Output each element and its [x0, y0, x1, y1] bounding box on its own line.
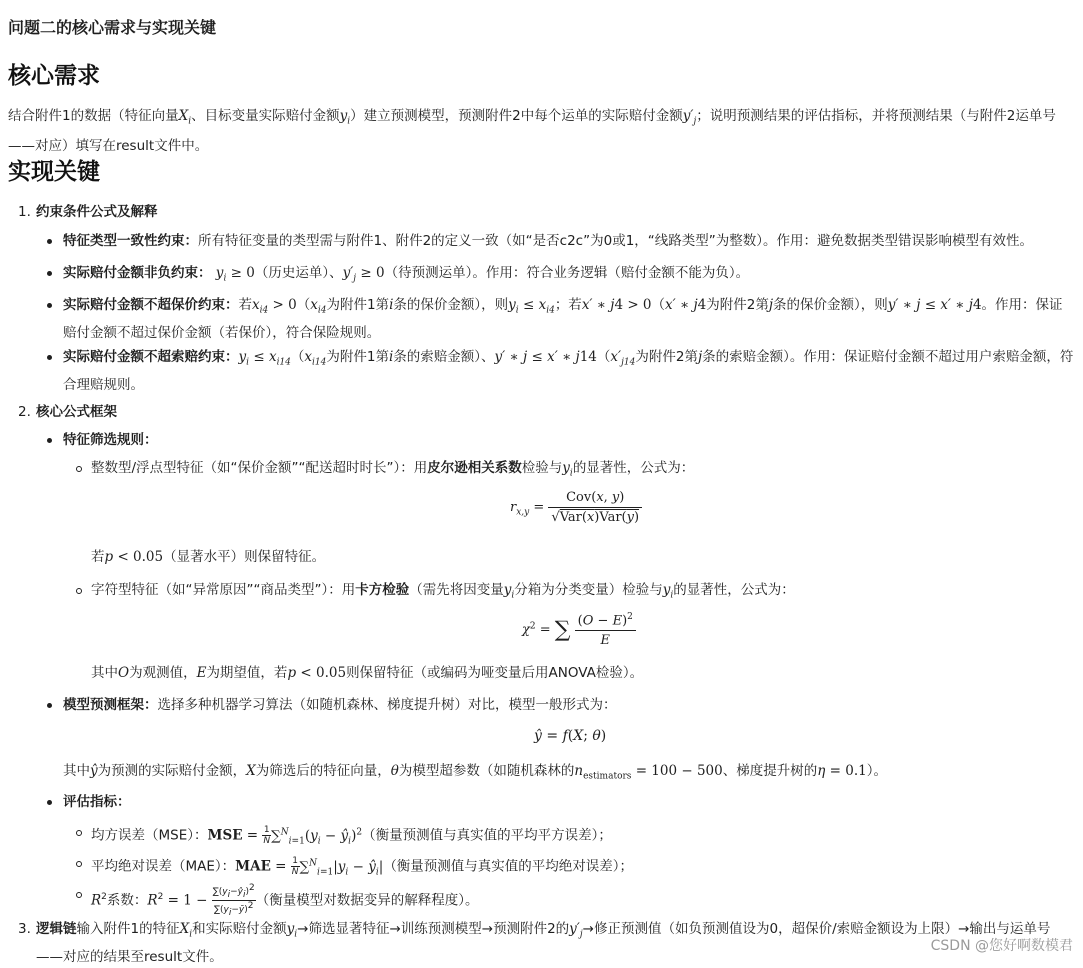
chi-square-note: 其中O为观测值，E为期望值，若p < 0.05则保留特征（或编码为哑变量后用ANOVA检验）。: [91, 665, 644, 681]
sub-bullet-circle: [76, 588, 82, 594]
bullet-dot: [47, 239, 52, 244]
model-note: 其中ŷ为预测的实际赔付金额，X为筛选后的特征向量，θ为模型超参数（如随机森林的$n_{estimators} = 100 - 500$、梯度提升树的η = 0.1）。: [63, 763, 887, 782]
list-item-type-constraint: 特征类型一致性约束：所有特征变量的类型需与附件1、附件2的定义一致（如“是否c2c”为0或1，“线路类型”为整数）。作用：避免数据类型错误影响模型有效性。: [63, 233, 1034, 249]
bullet-dot: [47, 355, 52, 360]
sub-bullet-circle: [76, 892, 82, 898]
feature-selection-label: 特征筛选规则：: [63, 432, 158, 448]
list-item-r2: $R^2$系数：$R^2 = 1$ − $\frac{\sum(y_i-ŷ_i)^2}{\sum(y_i-ȳ)^2}$ （衡量模型对数据变异的解释程度）。: [91, 883, 479, 918]
model-formula: ŷ = f(X; θ): [534, 728, 607, 744]
list-item-model-framework: 模型预测框架：选择多种机器学习算法（如随机森林、梯度提升树）对比，模型一般形式为：: [63, 697, 617, 713]
sub-bullet-circle: [76, 861, 82, 867]
core-need-paragraph: 结合附件1的数据（特征向量$X_i$、目标变量实际赔付金额$y_i$）建立预测模型，预测附件2中每个运单的实际赔付金额$y'_j$；说明预测结果的评估指标，并将预测结果（与附件2运单号——对应）填写在result文件中。: [8, 108, 1056, 154]
bullet-dot: [47, 800, 52, 805]
list-item-insured-constraint: 实际赔付金额不超保价约束：若$x_{i4} > 0(x_{i4}$为附件1第i条的保价金额），则$y_i \le x_{i4}$；若x′ ∗ j4 > 0（x′ ∗ j4为附件2第j条的保价金额），则y′ ∗ j ≤ x′ ∗ j4。作用：保证赔付金额不超过保价金额（若保价），符合保险规则。: [63, 297, 1063, 341]
page-title: 问题二的核心需求与实现关键: [8, 18, 217, 37]
list-item-claim-constraint: 实际赔付金额不超索赔约束：$y_i \le x_{i14}(x_{i14}$为附件1第i条的索赔金额）、y′ ∗ j ≤ x′ ∗ $j14(x'_{j14}$为附件2第j条的索赔金额）。作用：保证赔付金额不超过用户索赔金额，符合理赔规则。: [63, 349, 1074, 393]
list-item-mae: 平均绝对误差（MAE）：MAE = $\frac{1}{N}$ $\sum^N_{i=1}|y_i$ − $ŷ_i|$（衡量预测值与真实值的平均绝对误差）；: [91, 856, 634, 878]
evaluation-label: 评估指标：: [63, 794, 131, 810]
list-item-nonneg-constraint: 实际赔付金额非负约束： $y_i \ge 0$（历史运单）、$y'_j \ge 0$（待预测运单）。作用：符合业务逻辑（赔付金额不能为负）。: [63, 265, 750, 284]
list-item-mse: 均方误差（MSE）：MSE = $\frac{1}{N}$ $\sum^N_{i=1}(y_i$ − $ŷ_i)^2$（衡量预测值与真实值的平均平方误差）；: [91, 825, 612, 847]
sub-bullet-circle: [76, 466, 82, 472]
list-item-numeric-features: 整数型/浮点型特征（如“保价金额”“配送超时时长”）：用皮尔逊相关系数检验与$y_i$的显著性，公式为：: [91, 460, 695, 479]
pearson-note: 若p < 0.05（显著水平）则保留特征。: [91, 549, 326, 565]
bullet-dot: [47, 438, 52, 443]
section-title-constraints: 约束条件公式及解释: [36, 204, 158, 220]
bullet-dot: [47, 303, 52, 308]
list-item-categorical-features: 字符型特征（如“异常原因”“商品类型”）：用卡方检验（需先将因变量$y_i$分箱为分类变量）检验与$y_i$的显著性，公式为：: [91, 582, 795, 601]
section-number: 3.: [18, 921, 31, 937]
section-title-formula-framework: 核心公式框架: [36, 404, 117, 420]
pearson-formula: $r_{x,y}$ = $\frac{\text{Cov(x, y)}}{\text{√Var(x)Var(y)}}$: [510, 490, 642, 525]
heading-core-need: 核心需求: [8, 63, 100, 89]
sub-bullet-circle: [76, 830, 82, 836]
bullet-dot: [47, 703, 52, 708]
bullet-dot: [47, 271, 52, 276]
watermark: CSDN @您好啊数模君: [930, 938, 1073, 954]
logic-chain-paragraph: 逻辑链输入附件1的特征$X_i$和实际赔付金额$y_i\to$筛选显著特征→训练预测模型→预测附件2的$y'_j\to$修正预测值（如负预测值设为0，超保价/索赔金额设为上限）→输出与运单号——对应的结果至result文件。: [36, 921, 1051, 965]
chi-square-formula: $\chi^2$ = ∑ $\frac{(O - E)^2}{E}$: [522, 612, 636, 648]
section-number: 1.: [18, 204, 31, 220]
section-number: 2.: [18, 404, 31, 420]
heading-implementation-key: 实现关键: [8, 159, 100, 185]
